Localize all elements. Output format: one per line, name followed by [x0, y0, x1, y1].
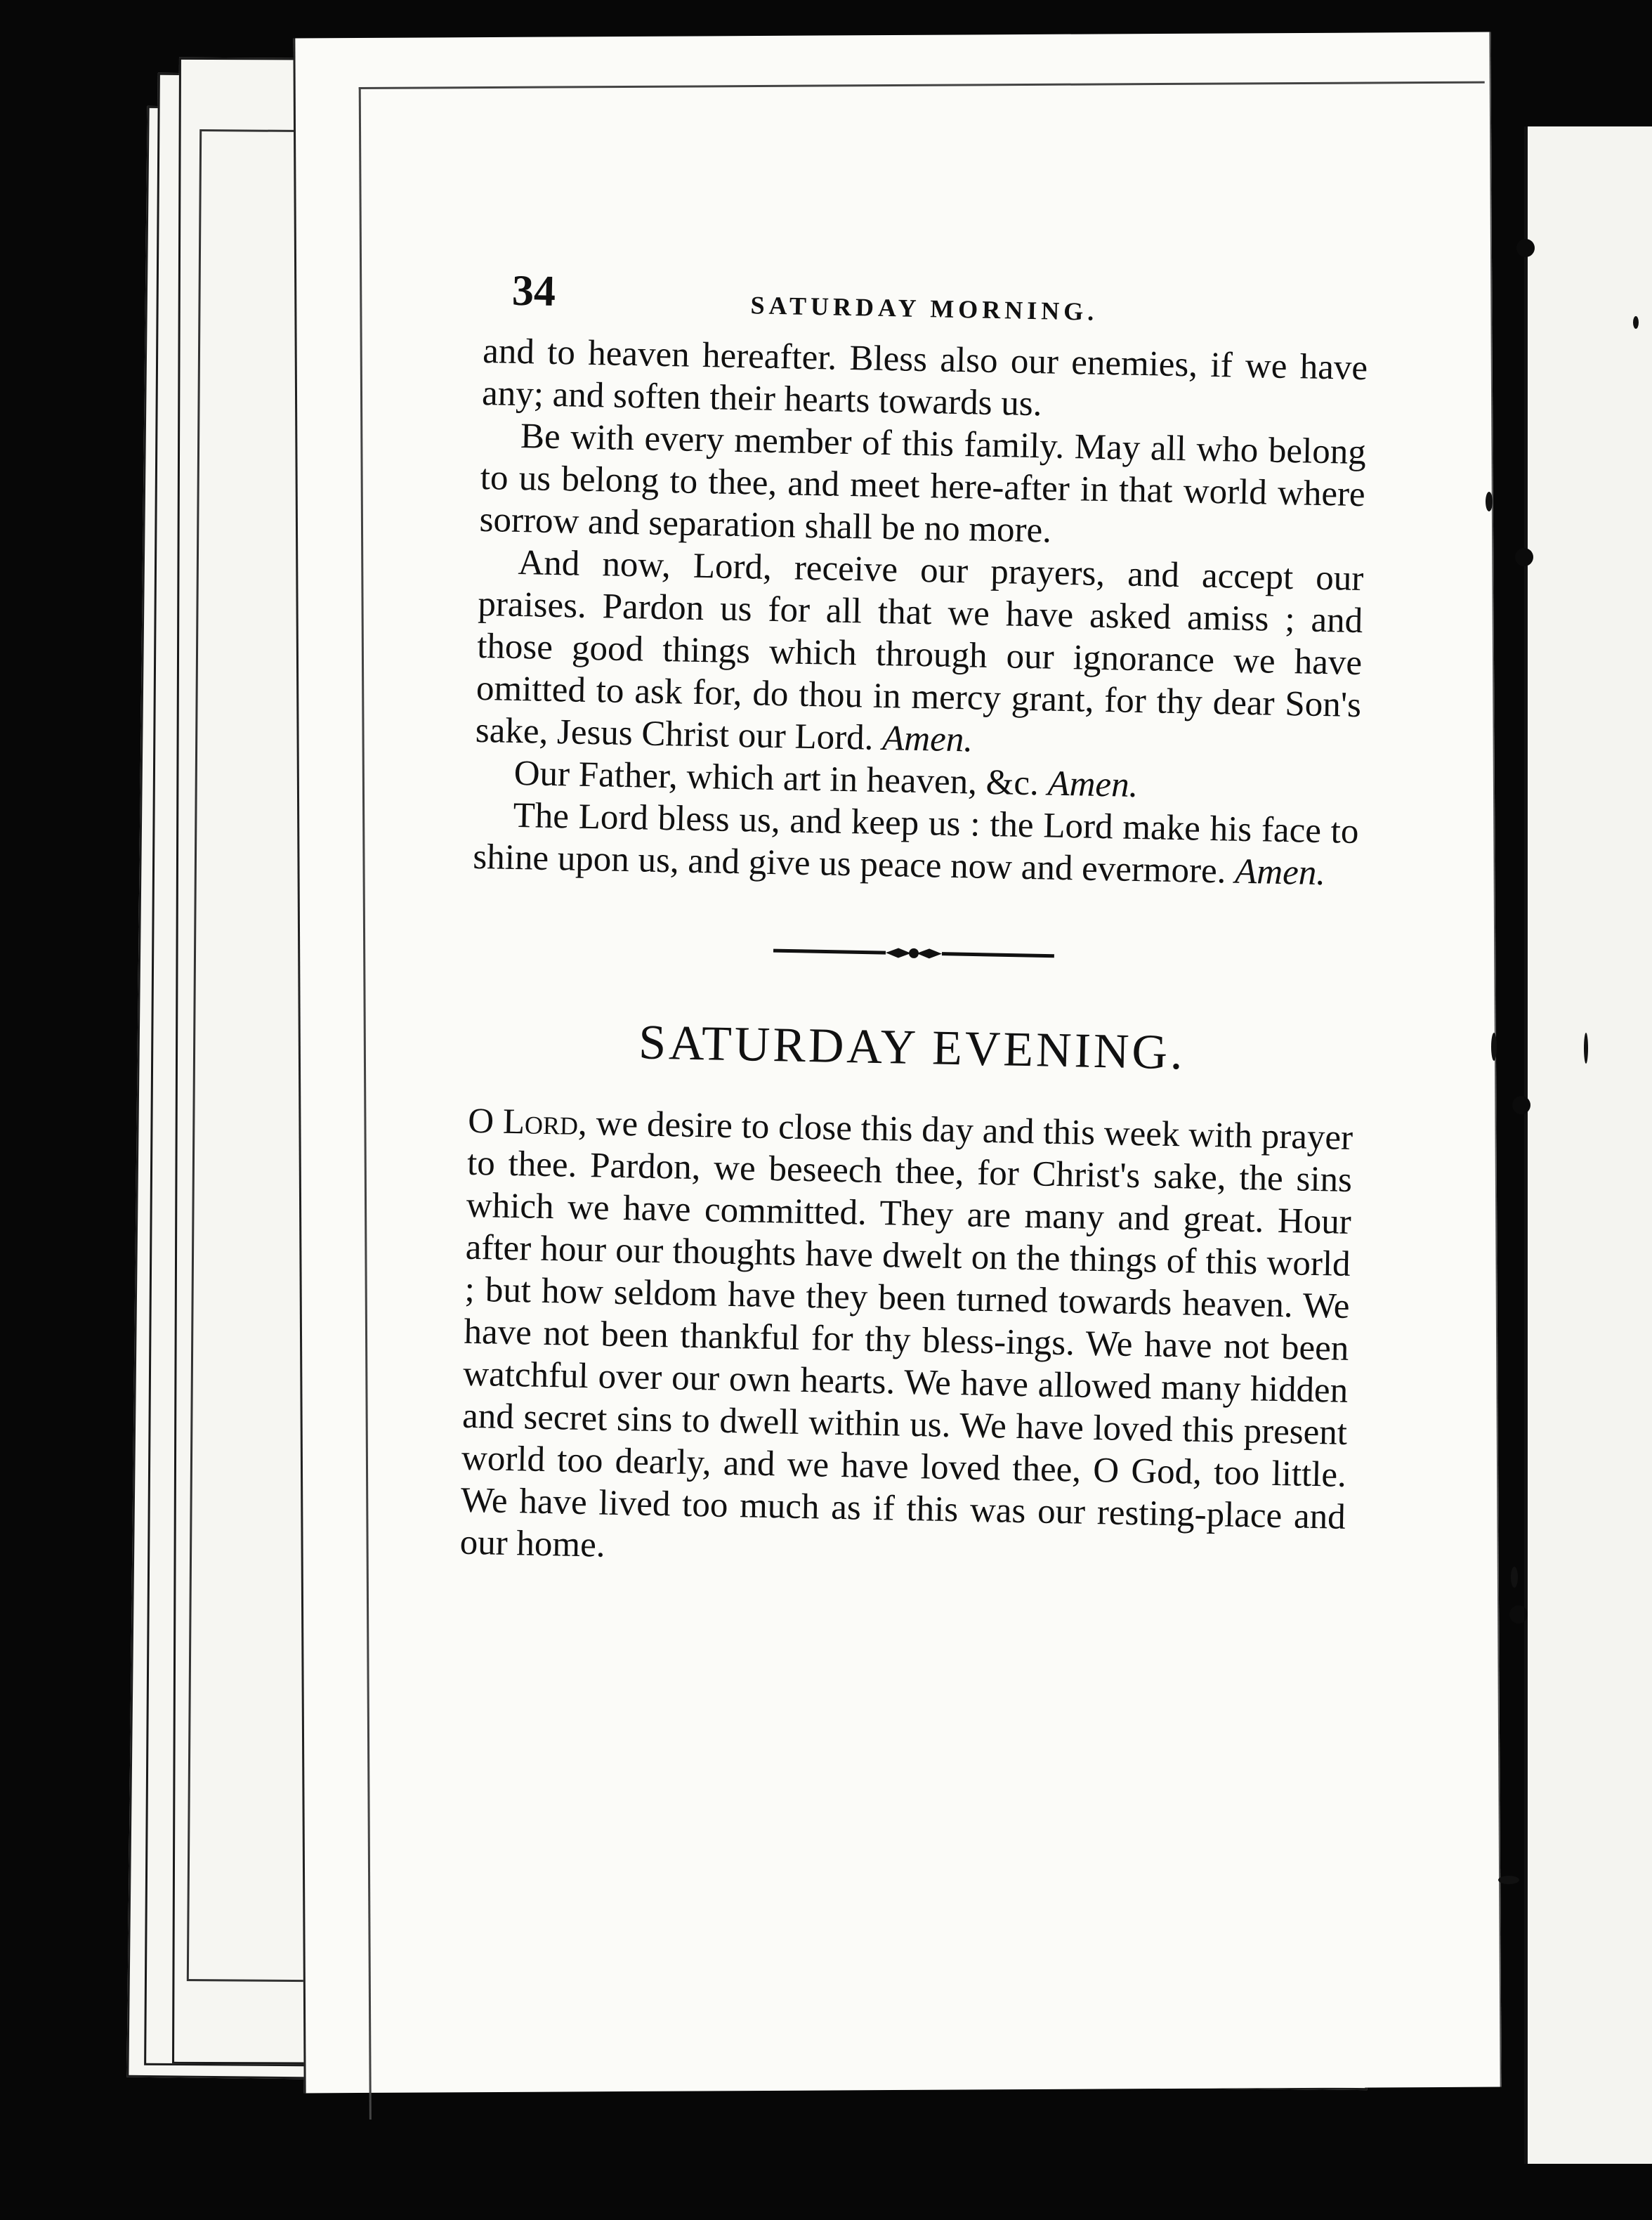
binding-thread-mark — [1512, 1096, 1530, 1114]
prayer-paragraph — [473, 794, 1359, 895]
paragraph-text: and to heaven hereafter. Bless also our enemies, if we have any; and soften their hearts towards us. — [481, 331, 1368, 424]
binding-thread-mark — [1515, 548, 1533, 566]
paragraph-text: Be with every member of this family. May all who belong to us belong to thee, and meet here-after in that world where sorrow and separation shall be no more. — [479, 417, 1367, 551]
page-text — [459, 253, 1370, 1581]
binding-thread-mark — [1509, 1605, 1528, 1624]
ink-speck — [1491, 1033, 1497, 1061]
ink-speck — [1498, 1876, 1519, 1884]
running-title: SATURDAY MORNING. — [750, 291, 1099, 326]
amen-text: Amen. — [1047, 764, 1139, 805]
page-number: 34 — [511, 266, 556, 315]
facing-page-edge — [1524, 126, 1652, 2164]
divider-rule-icon — [773, 940, 1055, 967]
prayer-paragraph — [482, 330, 1368, 431]
ink-speck — [1486, 492, 1493, 511]
amen-text: Amen. — [881, 719, 973, 760]
prayer-paragraph — [459, 1100, 1353, 1581]
binding-thread-mark — [1516, 239, 1535, 257]
section-divider-ornament — [773, 940, 1055, 967]
ink-speck — [1584, 1033, 1588, 1064]
prayer-paragraph — [479, 414, 1366, 558]
paragraph-text: Our Father, which art in heaven, &c. — [513, 753, 1040, 804]
paragraph-text: we desire to close this day and this week with prayer to thee. Pardon, we beseech thee, for Christ's sake, the sins which we have committed. They are many and great. Hour after hour our thoughts have dwelt on the things of this world ; but how seldom have they been turned towards heaven. We have not been thankful for thy bless-ings. We have not been watchful over our own hearts. We have allowed many hidden and secret sins to dwell within us. We have loved this present world too dearly, and we have loved thee, O God, too little. We have lived too much as if this was our resting-place and our home. — [459, 1104, 1353, 1565]
amen-text: Amen. — [1234, 851, 1326, 894]
section-heading: SATURDAY EVENING. — [638, 1015, 1186, 1080]
paragraph-text: The Lord bless us, and keep us : the Lord make his face to shine upon us, and give us peace now and evermore. — [472, 795, 1359, 892]
ink-speck — [1511, 1567, 1518, 1588]
prayer-paragraph — [475, 541, 1364, 769]
paragraph-text: And now, Lord, receive our prayers, and accept our praises. Pardon us for all that we have asked amiss ; and those good things which through our ignorance we have omitted to ask for, do thou in mercy grant, for thy dear Son's sake, Jesus Christ our Lord. — [475, 542, 1364, 758]
opening-words: O Lord, — [467, 1101, 588, 1144]
ink-speck — [1633, 316, 1639, 329]
